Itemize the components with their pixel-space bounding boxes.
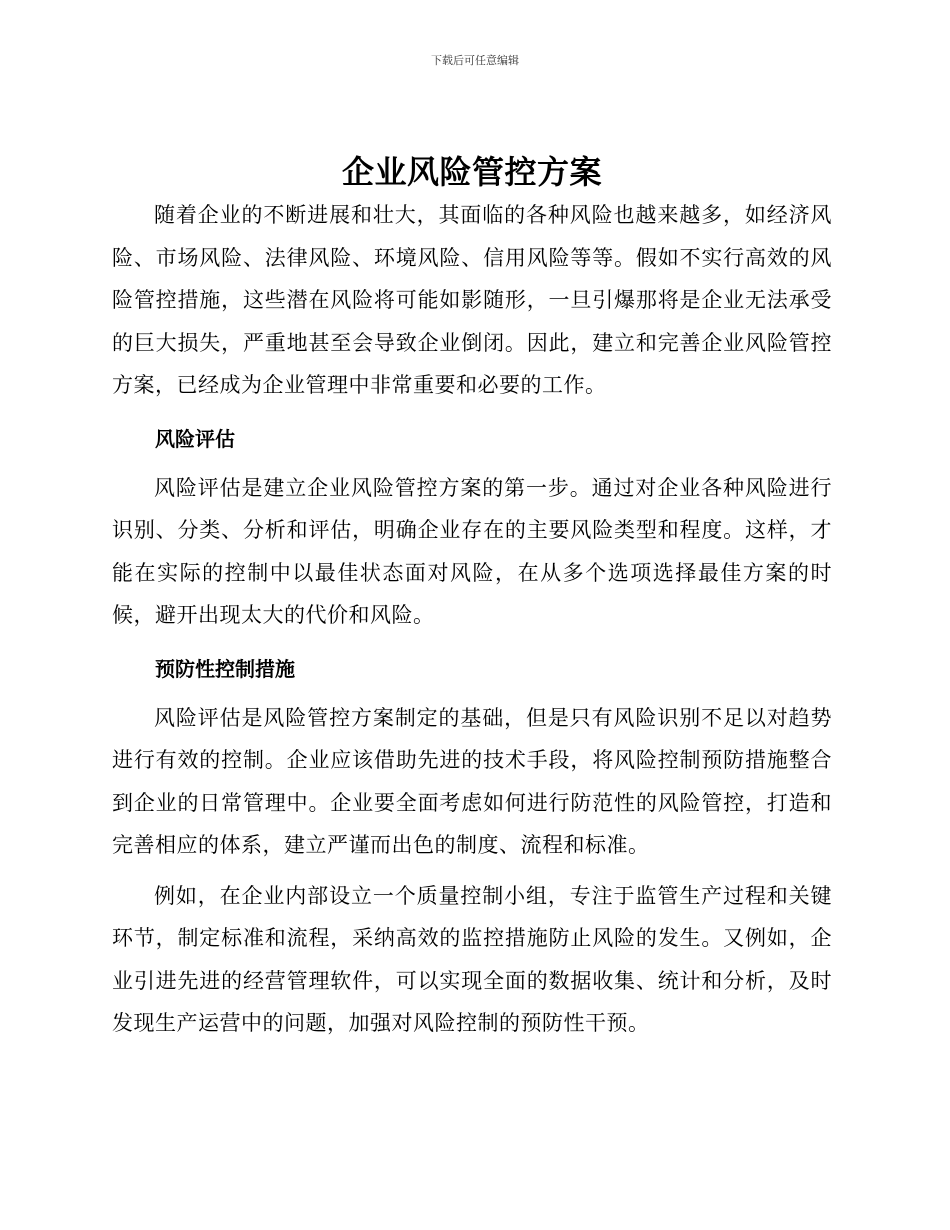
section-paragraph: 风险评估是建立企业风险管控方案的第一步。通过对企业各种风险进行识别、分类、分析和评估，明确企业存在的主要风险类型和程度。这样，才能在实际的控制中以最佳状态面对风险，在从多个选项选择最佳方案的时候，避开出现太大的代价和风险。 <box>112 475 832 627</box>
document-body <box>112 150 832 1045</box>
section-heading-risk-assessment: 风险评估 <box>155 426 235 451</box>
section-heading-preventive-control: 预防性控制措施 <box>155 656 295 681</box>
document-title: 企业风险管控方案 <box>341 153 602 191</box>
section-paragraph: 风险评估是风险管控方案制定的基础，但是只有风险识别不足以对趋势进行有效的控制。企业应该借助先进的技术手段，将风险控制预防措施整合到企业的日常管理中。企业要全面考虑如何进行防范性的风险管控，打造和完善相应的体系，建立严谨而出色的制度、流程和标准。 <box>112 705 832 857</box>
page-header-note: 下载后可任意编辑 <box>431 54 519 67</box>
intro-paragraph: 随着企业的不断进展和壮大，其面临的各种风险也越来越多，如经济风险、市场风险、法律风险、环境风险、信用风险等等。假如不实行高效的风险管控措施，这些潜在风险将可能如影随形，一旦引爆那将是企业无法承受的巨大损失，严重地甚至会导致企业倒闭。因此，建立和完善企业风险管控方案，已经成为企业管理中非常重要和必要的工作。 <box>112 203 832 397</box>
section-paragraph: 例如，在企业内部设立一个质量控制小组，专注于监管生产过程和关键环节，制定标准和流程，采纳高效的监控措施防止风险的发生。又例如，企业引进先进的经营管理软件，可以实现全面的数据收集、统计和分析，及时发现生产运营中的问题，加强对风险控制的预防性干预。 <box>112 883 832 1035</box>
